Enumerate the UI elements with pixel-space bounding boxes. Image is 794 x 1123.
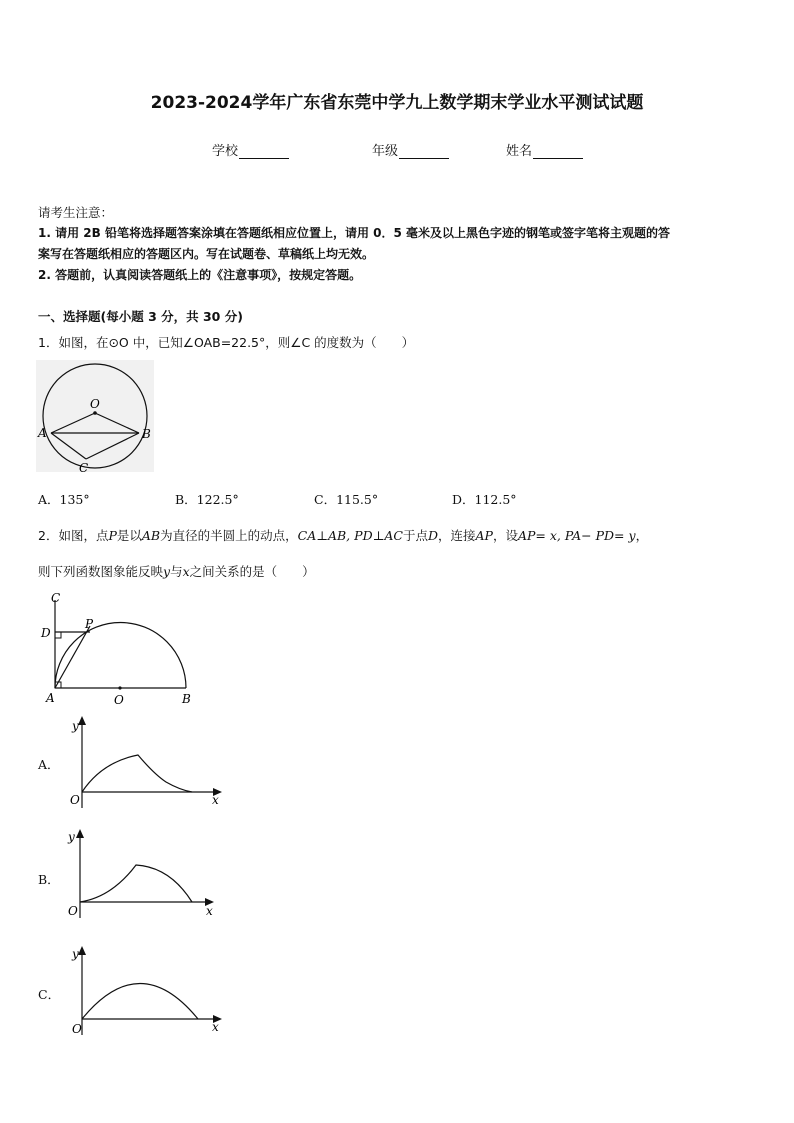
- page-title: 2023-2024学年广东省东莞中学九上数学期末学业水平测试试题: [150, 93, 644, 113]
- school-label: 学校: [212, 144, 239, 159]
- x-label: x: [206, 904, 213, 918]
- q2-semicircle-figure: [36, 588, 196, 708]
- q2-pd-perp-ac: PD⊥AC: [354, 528, 403, 543]
- section-heading: 一、选择题(每小题 3 分，共 30 分): [38, 309, 243, 324]
- q2-var-y: y: [163, 564, 171, 579]
- q2-option-c-curve: [82, 984, 198, 1020]
- q2-label-c: C: [51, 591, 61, 605]
- q2-stem-part7: ，: [635, 528, 649, 543]
- q2-option-c-label[interactable]: C．: [38, 987, 61, 1002]
- q2-label-b: B: [182, 692, 191, 706]
- notice-line-2: 2. 答题前，认真阅读答题纸上的《注意事项》，按规定答题。: [38, 268, 362, 282]
- y-label: y: [68, 830, 75, 844]
- q2-option-a-graph: [62, 712, 232, 812]
- q2-stem-line-1: [38, 526, 648, 544]
- q2-stem-part3: 为直径的半圆上的动点，: [160, 528, 298, 543]
- q2-stem-part6: ，设: [492, 528, 518, 543]
- q1-point-o: [93, 411, 97, 415]
- q2-stem-part5: ，连接: [437, 528, 476, 543]
- q1-stem: 1．如图，在⊙O 中，已知∠OAB=22.5°，则∠C 的度数为（ ）: [38, 335, 415, 350]
- q2-right-angle-d: [55, 632, 61, 638]
- x-label: x: [212, 793, 219, 807]
- q2-line-ap: [55, 626, 90, 688]
- x-label: x: [212, 1020, 219, 1034]
- q1-label-c: C: [79, 461, 89, 475]
- q2-var-ab: AB: [141, 528, 161, 543]
- y-axis-arrow-icon: [78, 716, 86, 725]
- q2-stem-part1: 2．如图，点: [38, 528, 109, 543]
- q2-stem-line-2: [38, 562, 315, 580]
- q2-pa-pd-eq-y: PA− PD= y: [564, 528, 636, 543]
- q2-label-o: O: [114, 693, 124, 707]
- q2-var-x: x: [182, 564, 190, 579]
- q2-line2-part2: 与: [170, 564, 183, 579]
- y-label: y: [72, 947, 79, 961]
- q2-stem-part2: 是以: [116, 528, 142, 543]
- q2-var-d: D: [427, 528, 438, 543]
- notice-heading: 请考生注意：: [38, 205, 114, 220]
- origin-label: O: [72, 1022, 82, 1036]
- q1-circle-figure: [34, 358, 158, 476]
- q1-label-b: B: [142, 427, 151, 441]
- q1-label-a: A: [38, 426, 47, 440]
- q2-option-b-label[interactable]: B．: [38, 872, 60, 887]
- q2-option-c-graph: [62, 942, 232, 1042]
- origin-label: O: [70, 793, 80, 807]
- name-field[interactable]: [506, 140, 583, 159]
- grade-field[interactable]: [372, 140, 449, 159]
- q2-line2-part1: 则下列函数图象能反映: [38, 564, 164, 579]
- y-axis-arrow-icon: [78, 946, 86, 955]
- q2-label-a: A: [46, 691, 55, 705]
- grade-label: 年级: [372, 144, 399, 159]
- q1-label-o: O: [90, 397, 100, 411]
- q1-option-a[interactable]: A．135°: [38, 492, 90, 507]
- notice-line-1b: 案写在答题纸相应的答题区内。写在试题卷、草稿纸上均无效。: [38, 247, 375, 261]
- grade-blank[interactable]: [399, 146, 449, 159]
- q2-label-p: P: [85, 617, 94, 631]
- q2-option-b-graph: [62, 825, 232, 925]
- q2-label-d: D: [41, 626, 51, 640]
- origin-label: O: [68, 904, 78, 918]
- q1-option-d[interactable]: D．112.5°: [452, 492, 517, 507]
- q2-var-p: P: [108, 528, 117, 543]
- q2-option-a-curve: [82, 755, 192, 792]
- q2-var-ap: AP: [475, 528, 493, 543]
- school-blank[interactable]: [239, 146, 289, 159]
- q2-ca-perp-ab: CA⊥AB,: [297, 528, 351, 543]
- q2-option-a-label[interactable]: A．: [38, 757, 60, 772]
- name-blank[interactable]: [533, 146, 583, 159]
- q2-ap-eq-x: AP= x,: [517, 528, 561, 543]
- q2-line2-part3: 之间关系的是（ ）: [189, 564, 315, 579]
- q1-option-c[interactable]: C．115.5°: [314, 492, 379, 507]
- q2-option-b-curve: [80, 865, 192, 902]
- name-label: 姓名: [506, 144, 533, 159]
- q2-point-o: [118, 686, 121, 689]
- notice-line-1a: 1. 请用 2B 铅笔将选择题答案涂填在答题纸相应位置上，请用 0．5 毫米及以上黑色字迹的钢笔或签字笔将主观题的答: [38, 226, 670, 240]
- school-field[interactable]: [212, 140, 289, 159]
- y-label: y: [72, 719, 79, 733]
- q1-option-b[interactable]: B．122.5°: [175, 492, 239, 507]
- y-axis-arrow-icon: [76, 829, 84, 838]
- q2-stem-part4: 于点: [402, 528, 428, 543]
